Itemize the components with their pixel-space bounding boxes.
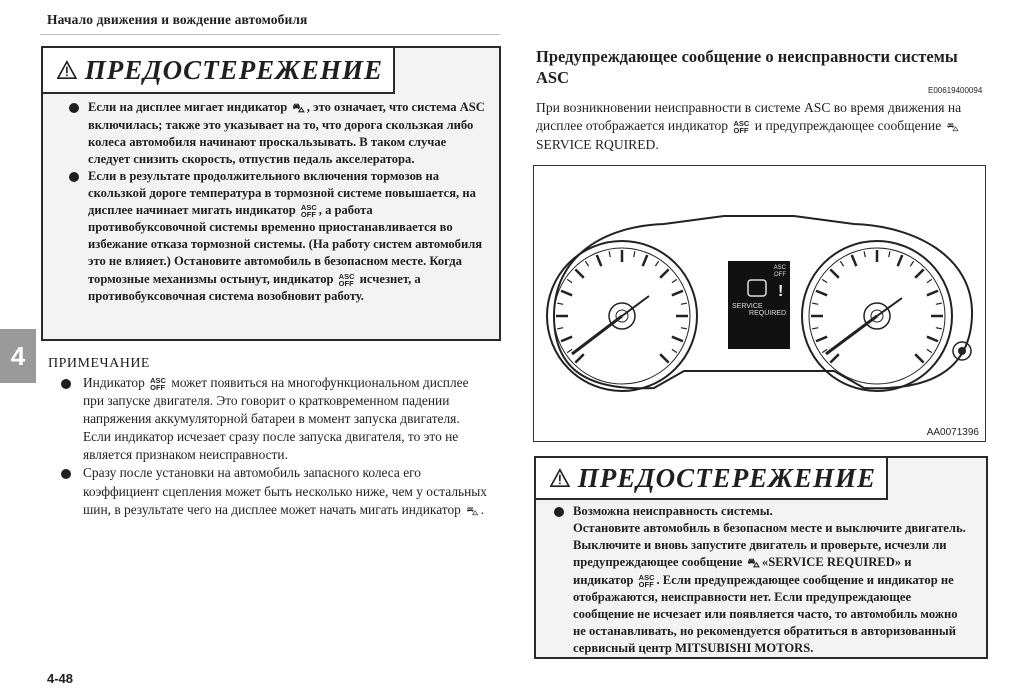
warning-text: Если на дисплее мигает индикатор	[88, 100, 288, 114]
gauge-tick	[852, 255, 857, 266]
asc-off-icon: ASC OFF	[733, 119, 750, 136]
gauge-tick	[927, 349, 932, 352]
note-item	[48, 374, 488, 464]
asc-off-icon: ASC OFF	[150, 375, 166, 392]
warning-text: , а работа противобуксовочной системы временно приостанавливается во избежание отказа тормозной системы. (На работу систем автомобиля это не влияет.) Остановите автомобиль в безопасном месте. Когда тормозные механизмы остынут, индикатор	[88, 203, 483, 286]
display-msg1: SERVICE	[732, 303, 763, 310]
section-paragraph	[536, 99, 986, 154]
note-text: Сразу после установки на автомобиль запасного колеса его коэффициент сцепления может быть несколько ниже, чем у остальных шин, в результате чего на дисплее может начать мигать индикатор	[83, 465, 487, 517]
gauge-tick	[567, 279, 572, 282]
gauge-tick	[655, 261, 658, 266]
note-title: ПРИМЕЧАНИЕ	[48, 356, 150, 371]
warning-text: . Если предупреждающее сообщение и индикатор не отображаются, неисправности нет. Если предупреждающее сообщение не исчезает или появляется часто, то автомобиль можно не останавливать, но рекомендуется обратиться в авторизованный сервисный центр MITSUBISHI MOTORS.	[573, 572, 958, 656]
display-asc: ASC	[773, 265, 786, 271]
gauge-tick	[643, 255, 648, 266]
para-text: SERVICE RQUIRED.	[536, 137, 659, 153]
gauge-tick	[822, 279, 827, 282]
gauge-tick	[816, 291, 827, 296]
gauge-tick	[660, 269, 668, 277]
gauge-tick	[609, 251, 610, 257]
gauge-tick	[864, 251, 865, 257]
gauge-tick	[936, 303, 942, 304]
gauge-tick	[660, 354, 668, 362]
gauge-tick	[830, 269, 838, 277]
gauge-tick	[681, 328, 687, 329]
para-text: При возникновении неисправности в системе ASC во время движения на дисплее отображается индикатор	[536, 100, 962, 134]
left-warning-item	[69, 168, 485, 305]
right-warning-header	[536, 458, 888, 500]
right-warning-box	[534, 456, 988, 659]
display-off: OFF	[774, 272, 786, 278]
gauge-tick	[634, 251, 635, 257]
note-item	[48, 464, 488, 519]
warning-text: Остановите автомобиль в безопасном месте и выключите двигатель. Выключите и вновь запустите двигатель и проверьте, исчезли ли предупреждающее сообщение	[573, 521, 966, 570]
skid-car-icon: ⛍	[466, 503, 479, 518]
gauge-tick	[889, 251, 890, 257]
right-warning-body	[554, 503, 972, 657]
gauge-tick	[915, 269, 923, 277]
warning-text: «SERVICE REQUIRED» и индикатор	[573, 555, 912, 587]
right-warning-title: ПРЕДОСТЕРЕЖЕНИЕ	[577, 462, 876, 493]
gauge-tick	[672, 337, 683, 342]
gauge-tick	[840, 261, 843, 266]
gauge-tick	[927, 337, 938, 342]
instrument-cluster-figure	[533, 165, 986, 442]
doc-code: E00619400094	[928, 86, 983, 95]
note-text: Индикатор	[83, 375, 145, 390]
gauge-tick	[672, 291, 683, 296]
section-title: Предупреждающее сообщение о неисправности системы ASC	[536, 47, 958, 87]
gauge-tick	[672, 279, 677, 282]
gauge-tick	[915, 354, 923, 362]
gauge-tick	[812, 328, 818, 329]
bullet	[61, 469, 71, 479]
note-body	[48, 374, 488, 520]
gauge-tick	[816, 337, 827, 342]
warning-text: Если в результате продолжительного включения тормозов на скользкой дороге температура в тормозной системе повышается, на дисплее начинает мигать индикатор	[88, 168, 476, 218]
asc-off-icon: ASC OFF	[638, 573, 655, 590]
gauge-tick	[585, 261, 588, 266]
left-warning-body	[69, 99, 485, 305]
gauge-tick	[910, 261, 913, 266]
gauge-tick	[936, 328, 942, 329]
note-text: .	[480, 501, 484, 517]
warning-text: , это означает, что система ASC включилась; также это указывает на то, что дорога скользкая либо колеса автомобиля начинают проскальзывать. В таком случае следует снизить скорость, отпустив педаль акселератора.	[88, 100, 485, 166]
display-exclaim: !	[778, 283, 784, 300]
gauge-tick	[812, 303, 818, 304]
bullet	[61, 379, 71, 389]
note-text: может появиться на многофункциональном дисплее при запуске двигателя. Это говорит о кратковременном падении напряжения аккумуляторной батареи в момент запуска двигателя. Если индикатор исчезает сразу после запуска двигателя, то это не является признаком неисправности.	[83, 375, 469, 463]
gauge-tick	[557, 328, 563, 329]
gauge-tick	[898, 255, 903, 266]
warning-text: Возможна неисправность системы.	[573, 504, 773, 518]
asc-off-icon: ASC OFF	[300, 203, 317, 220]
display-msg2: REQUIRED	[749, 310, 786, 317]
warning-text: исчезнет, а противобуксовочная система возобновит работу.	[88, 271, 421, 303]
left-warning-item	[69, 99, 485, 168]
warning-triangle-icon	[550, 467, 570, 489]
gauge-tick	[672, 349, 677, 352]
para-text: и предупреждающее сообщение	[754, 118, 942, 134]
gauge-tick	[575, 269, 583, 277]
figure-code: AA0071396	[926, 427, 979, 438]
warning-triangle-icon	[57, 59, 77, 81]
gauge-tick	[597, 255, 602, 266]
gauge-tick	[561, 291, 572, 296]
bullet	[554, 507, 564, 517]
service-car-icon: ⛍	[747, 555, 760, 570]
gauge-tick	[567, 349, 572, 352]
gauge-tick	[561, 337, 572, 342]
gauge-tick	[927, 291, 938, 296]
cluster-illustration	[534, 166, 985, 441]
left-warning-header	[43, 48, 395, 94]
section-header: Начало движения и вождение автомобиля	[47, 12, 308, 27]
gauge-tick	[681, 303, 687, 304]
left-warning-title: ПРЕДОСТЕРЕЖЕНИЕ	[84, 54, 383, 85]
chapter-tab: 4	[0, 329, 36, 383]
bullet	[69, 103, 79, 113]
right-warning-item	[554, 503, 972, 657]
gauge-tick	[830, 354, 838, 362]
header-divider	[40, 34, 500, 35]
bullet	[69, 172, 79, 182]
asc-off-icon: ASC OFF	[338, 271, 355, 288]
gauge-tick	[575, 354, 583, 362]
gauge-tick	[927, 279, 932, 282]
page-number: 4-48	[47, 671, 74, 686]
left-warning-box	[41, 46, 501, 341]
service-car-icon: ⛍	[946, 119, 960, 134]
skid-car-icon: ⛍	[292, 100, 305, 115]
gauge-tick	[557, 303, 563, 304]
